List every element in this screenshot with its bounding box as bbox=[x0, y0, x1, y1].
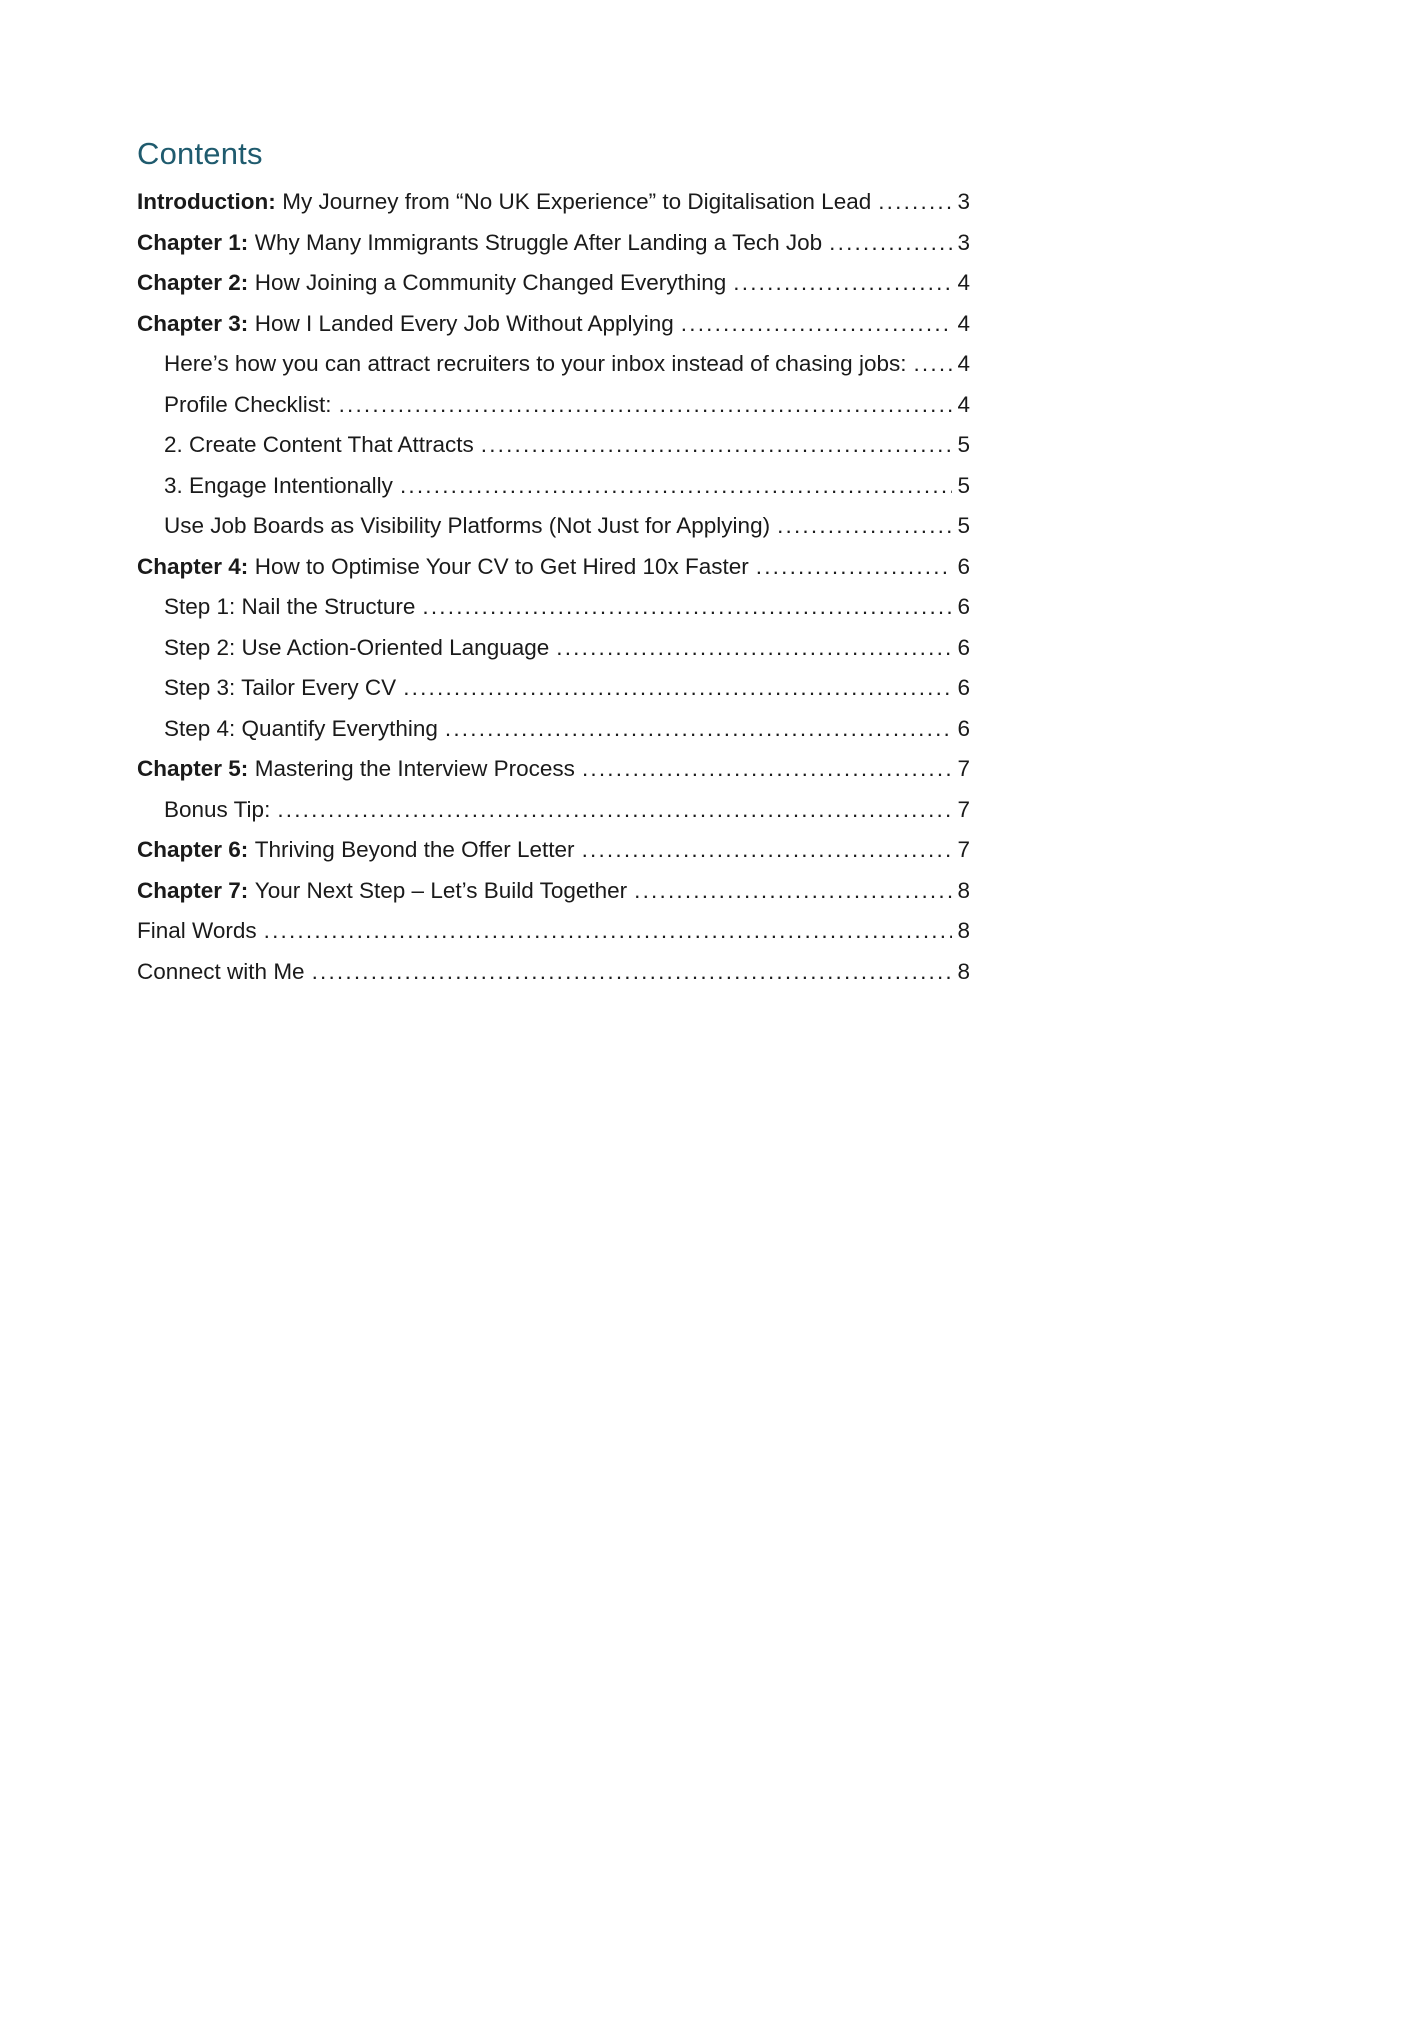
toc-entry-title: How I Landed Every Job Without Applying bbox=[254, 310, 674, 336]
toc-entry-text bbox=[137, 229, 822, 256]
toc-dot-leader bbox=[403, 674, 952, 701]
toc-entry-title: My Journey from “No UK Experience” to Digitalisation Lead bbox=[282, 189, 872, 214]
toc-entry-prefix: Chapter 3: bbox=[137, 310, 249, 336]
toc-entry-connect-with-me[interactable] bbox=[137, 958, 970, 985]
toc-entry-chapter-5[interactable] bbox=[137, 755, 970, 782]
toc-page-number: 6 bbox=[957, 553, 970, 579]
toc-entry-profile-checklist[interactable] bbox=[137, 391, 970, 418]
toc-page-number: 6 bbox=[957, 675, 970, 700]
toc-entry-create-content[interactable] bbox=[137, 431, 970, 458]
toc-page-number: 8 bbox=[957, 918, 970, 943]
toc-entry-title: Why Many Immigrants Struggle After Landing a Tech Job bbox=[254, 229, 823, 255]
toc-page-number: 5 bbox=[957, 432, 970, 457]
toc-entry-bonus-tip[interactable] bbox=[137, 796, 970, 823]
toc-page-number: 7 bbox=[957, 796, 970, 822]
toc-entry-title: How Joining a Community Changed Everything bbox=[254, 270, 727, 295]
toc-dot-leader bbox=[422, 593, 952, 620]
toc-entry-text bbox=[164, 674, 396, 701]
toc-dot-leader bbox=[733, 269, 952, 296]
toc-entry-title: Step 2: Use Action-Oriented Language bbox=[164, 634, 550, 660]
toc-dot-leader bbox=[277, 796, 952, 823]
toc-page-number: 3 bbox=[957, 189, 970, 214]
toc-entry-title: 2. Create Content That Attracts bbox=[164, 432, 474, 457]
toc-dot-leader bbox=[582, 836, 953, 863]
toc-dot-leader bbox=[634, 877, 952, 904]
toc-entry-step-1[interactable] bbox=[137, 593, 970, 620]
toc-entry-prefix: Chapter 4: bbox=[137, 553, 249, 579]
toc-dot-leader bbox=[777, 512, 952, 539]
toc-entry-title: Mastering the Interview Process bbox=[254, 756, 575, 781]
toc-dot-leader bbox=[829, 229, 952, 256]
toc-dot-leader bbox=[878, 188, 952, 215]
toc-entry-chapter-4[interactable] bbox=[137, 553, 970, 580]
toc-entry-text bbox=[164, 512, 770, 539]
toc-entry-title: 3. Engage Intentionally bbox=[164, 472, 393, 498]
toc-entry-text bbox=[137, 877, 627, 904]
toc-entry-step-2[interactable] bbox=[137, 634, 970, 661]
toc-entry-title: Step 3: Tailor Every CV bbox=[164, 675, 397, 700]
toc-entry-attract-recruiters[interactable] bbox=[137, 350, 970, 377]
toc-entry-chapter-3[interactable] bbox=[137, 310, 970, 337]
toc-page-number: 8 bbox=[957, 958, 970, 984]
toc-entry-title: Here’s how you can attract recruiters to your inbox instead of chasing jobs: bbox=[164, 351, 907, 376]
toc-dot-leader bbox=[582, 755, 953, 782]
toc-entry-text bbox=[137, 917, 257, 944]
toc-entry-chapter-1[interactable] bbox=[137, 229, 970, 256]
toc-page-number: 8 bbox=[957, 877, 970, 903]
toc-entry-title: Step 4: Quantify Everything bbox=[164, 715, 438, 741]
toc-dot-leader bbox=[445, 715, 953, 742]
toc-dot-leader bbox=[913, 350, 952, 377]
toc-entry-prefix: Chapter 6: bbox=[137, 837, 249, 862]
toc-entry-text bbox=[164, 796, 270, 823]
toc-entry-text bbox=[164, 431, 474, 458]
toc-page-number: 5 bbox=[957, 513, 970, 538]
toc-entry-text bbox=[137, 836, 575, 863]
toc-entry-chapter-7[interactable] bbox=[137, 877, 970, 904]
toc-entry-step-3[interactable] bbox=[137, 674, 970, 701]
toc-entry-prefix: Chapter 5: bbox=[137, 756, 249, 781]
toc-entry-title: Connect with Me bbox=[137, 958, 305, 984]
toc-page-number: 7 bbox=[957, 837, 970, 862]
toc-entry-prefix: Chapter 2: bbox=[137, 270, 249, 295]
toc-entry-chapter-2[interactable] bbox=[137, 269, 970, 296]
toc-dot-leader bbox=[339, 391, 953, 418]
toc-page-number: 3 bbox=[957, 229, 970, 255]
toc-dot-leader bbox=[312, 958, 953, 985]
toc-entry-step-4[interactable] bbox=[137, 715, 970, 742]
toc-entry-final-words[interactable] bbox=[137, 917, 970, 944]
toc-entry-title: Final Words bbox=[137, 918, 257, 943]
toc-entry-text bbox=[164, 593, 415, 620]
toc-dot-leader bbox=[264, 917, 953, 944]
toc-entry-text bbox=[164, 350, 906, 377]
toc-entry-prefix: Chapter 1: bbox=[137, 229, 249, 255]
toc-entry-text bbox=[164, 634, 549, 661]
toc-entry-prefix: Chapter 7: bbox=[137, 877, 249, 903]
toc-dot-leader bbox=[756, 553, 953, 580]
toc-page-number: 6 bbox=[957, 594, 970, 619]
toc-dot-leader bbox=[400, 472, 953, 499]
toc-entry-text bbox=[137, 269, 726, 296]
toc-entry-text bbox=[137, 958, 305, 985]
toc-entry-title: Step 1: Nail the Structure bbox=[164, 594, 416, 619]
toc-entry-title: Thriving Beyond the Offer Letter bbox=[254, 837, 575, 862]
toc-page-number: 4 bbox=[957, 310, 970, 336]
toc-entry-title: Use Job Boards as Visibility Platforms (Not Just for Applying) bbox=[164, 513, 771, 538]
toc-entry-title: Bonus Tip: bbox=[164, 796, 271, 822]
contents-heading: Contents bbox=[137, 136, 263, 171]
toc-dot-leader bbox=[481, 431, 953, 458]
toc-entry-text bbox=[137, 755, 575, 782]
toc-entry-title: How to Optimise Your CV to Get Hired 10x Faster bbox=[254, 553, 749, 579]
toc-page-number: 5 bbox=[957, 472, 970, 498]
toc-page-number: 6 bbox=[957, 715, 970, 741]
toc-dot-leader bbox=[556, 634, 952, 661]
toc-page-number: 4 bbox=[957, 391, 970, 417]
toc-entry-text bbox=[164, 715, 438, 742]
toc-entry-title: Your Next Step – Let’s Build Together bbox=[254, 877, 628, 903]
toc-page-number: 4 bbox=[957, 351, 970, 376]
toc-page-number: 6 bbox=[957, 634, 970, 660]
toc-dot-leader bbox=[681, 310, 953, 337]
toc-page-number: 4 bbox=[957, 270, 970, 295]
toc-entry-job-boards[interactable] bbox=[137, 512, 970, 539]
toc-entry-text bbox=[137, 188, 871, 215]
toc-entry-text bbox=[137, 553, 749, 580]
toc-entry-chapter-6[interactable] bbox=[137, 836, 970, 863]
toc-page-number: 7 bbox=[957, 756, 970, 781]
toc-entry-title: Profile Checklist: bbox=[164, 391, 332, 417]
toc-entry-text bbox=[137, 310, 674, 337]
toc-entry-engage-intentionally[interactable] bbox=[137, 472, 970, 499]
toc-entry-introduction[interactable] bbox=[137, 188, 970, 215]
document-page bbox=[137, 136, 970, 998]
toc-entry-prefix: Introduction: bbox=[137, 189, 276, 214]
toc-entry-text bbox=[164, 391, 332, 418]
toc-entry-text bbox=[164, 472, 393, 499]
